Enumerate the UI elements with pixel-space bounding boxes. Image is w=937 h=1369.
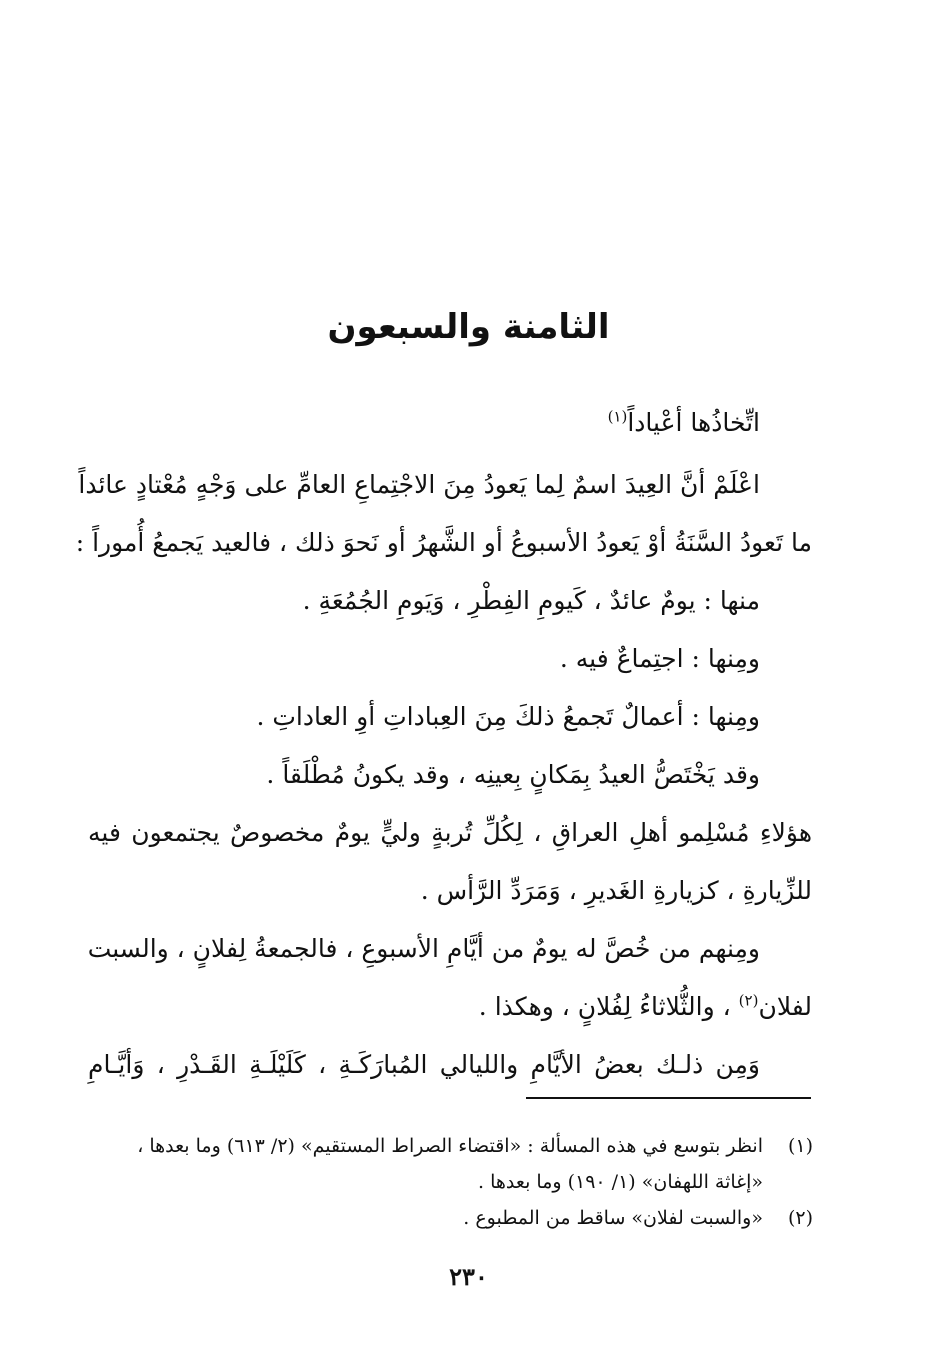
- main-text: [75, 394, 812, 1094]
- chapter-title: الثامنة والسبعون: [327, 307, 610, 347]
- paragraph-7-line-2: [88, 978, 812, 1036]
- section-heading: [88, 394, 812, 452]
- paragraph-2: منها : يومٌ عائدٌ ، كَيومِ الفِطْرِ ، وَيَومِ الجُمُعَةِ .: [302, 586, 760, 615]
- paragraph-1-line-1: اعْلَمْ أنَّ العِيدَ اسمٌ لِما يَعودُ مِنَ الاجْتِماعِ العامِّ على وَجْهٍ مُعْتادٍ عائداً: [78, 470, 760, 499]
- paragraph-8: وَمِن ذلـك بعضُ الأيَّامِ والليالي المُبارَكَـةِ ، كَلَيْلَـةِ القَـدْرِ ، وَأيَّـامِ: [88, 1050, 760, 1079]
- footnote-2-number: (٢): [787, 1207, 813, 1229]
- footnote-1-line-2: «إغاثة اللهفان» (١/ ١٩٠) وما بعدها .: [478, 1171, 763, 1193]
- footnote-ref-2: (٢): [738, 991, 759, 1010]
- footnotes: [113, 1128, 813, 1236]
- paragraph-1-line-2: ما تَعودُ السَّنَةُ أوْ يَعودُ الأسبوعُ أو الشَّهرُ أو نَحوَ ذلك ، فالعيد يَجمعُ أُموراً :: [75, 528, 812, 557]
- footnote-ref-1: (١): [607, 407, 628, 426]
- footnote-2: [113, 1200, 813, 1236]
- paragraph-7-line-2-end: ، والثُّلاثاءُ لِفُلانٍ ، وهكذا .: [478, 992, 739, 1021]
- paragraph-5: وقد يَخْتَصُّ العيدُ بِمَكانٍ بِعينِه ، وقد يكونُ مُطْلَقاً .: [266, 760, 760, 789]
- footnote-2-text: «والسبت لفلان» ساقط من المطبوع .: [463, 1207, 763, 1229]
- footnote-1-text: [113, 1128, 763, 1200]
- paragraph-3: ومِنها : اجتِماعٌ فيه .: [559, 644, 760, 673]
- paragraph-4: ومِنها : أعمالٌ تَجمعُ ذلكَ مِنَ العِباداتِ أوِ العاداتِ .: [256, 702, 760, 731]
- section-heading-text: اتِّخاذُها أعْياداً: [627, 408, 760, 437]
- footnote-1: [113, 1128, 813, 1200]
- footnote-separator: [526, 1097, 811, 1099]
- footnote-1-line-1: انظر بتوسع في هذه المسألة : «اقتضاء الصراط المستقيم» (٢/ ٦١٣) وما بعدها ،: [137, 1135, 763, 1157]
- paragraph-6-line-2: للزِّيارةِ ، كزيارةِ الغَديرِ ، وَمَرَدِّ الرَّأس .: [420, 876, 812, 905]
- page-number: ٢٣٠: [449, 1262, 488, 1291]
- paragraph-7-line-2-start: لفلان: [758, 992, 812, 1021]
- footnote-1-number: (١): [787, 1135, 813, 1157]
- paragraph-6-line-1: هؤلاءِ مُسْلِمو أهلِ العراقِ ، لِكُلِّ تُربةٍ وليٍّ يومٌ مخصوصٌ يجتمعون فيه: [88, 818, 812, 847]
- paragraph-7-line-1: ومِنهم من خُصَّ له يومٌ من أيَّامِ الأسبوعِ ، فالجمعةُ لِفلانٍ ، والسبت: [87, 934, 760, 963]
